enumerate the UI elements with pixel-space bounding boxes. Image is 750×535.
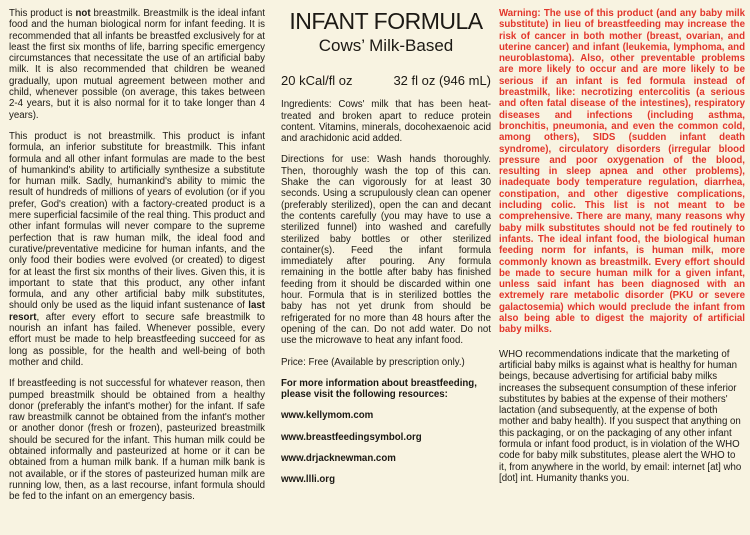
paragraph-inferior-substitute [9, 131, 265, 368]
p1-text-post: breastmilk. Breastmilk is the ideal infant food and the human biological norm for infant feeding. It is recommended that all infants be breastfed exclusively for at least the first six months of life, barring specific emergency circumstances that necessitate the use of an artificial baby milk. It is also recommended that children be weaned gradually, upon mutual agreement between mother and child, whenever possible (on average, this takes between 2-4 years, but it is also normal for it to take longer than 4 years). [9, 8, 265, 121]
p1-text-pre: This product is [9, 8, 76, 19]
center-panel [281, 8, 491, 529]
ingredients-text: Ingredients: Cows' milk that has been heat-treated and broken apart to reduce protein content. Vitamins, minerals, docohexaenoic acid and arachidonic acid added. [281, 99, 491, 145]
nutrition-stats [281, 75, 491, 86]
resource-url-llli: www.llli.org [281, 474, 335, 486]
left-text-column [9, 8, 265, 529]
p2-bold-last-resort: last resort [9, 300, 265, 323]
product-subtitle: Cows’ Milk-Based [318, 36, 454, 55]
warning-text: Warning: The use of this product (and any baby milk substitute) in lieu of breastfeeding may increase the risk of cancer in both mother (breast, ovarian, and uterine cancer) and infant (leukemia, lymphoma, and neuroblastoma). Also, other preventable problems are more likely to occur and are more likely to be serious if an infant is fed formula instead of breastmilk, like: necrotizing entercolitis (a serious and often fatal disease of the intestines), respiratory diseases and infections (including asthma, bronchitis, pneumonia, and even the common cold, among others), SIDS (sudden infant death syndrome), circulatory disorders (irregular blood pressure and poor oxygenation of the blood, resulting in sleep apnea and other problems), inadequate body temperature regulation, diarrhea, constipation, and other digestive complications, including colic. This list is not meant to be comprehensive. There are many, many reasons why baby milk substitutes should not be fed routinely to infants. The ideal infant food, the biological human feeding norm for infants, is human milk, more commonly known as breastmilk. Every effort should be made to secure human milk for a given infant, unless said infant has been diagnosed with an extremely rare metabolic disorder (PKU or severe galactosemia) which would preclude the infant from also being able to digest the majority of artificial baby milks. [499, 8, 745, 336]
price-text: Price: Free (Available by prescription only.) [281, 356, 465, 368]
energy-density-value: 20 kCal/fl oz [281, 73, 353, 88]
resource-url-drjacknewman: www.drjacknewman.com [281, 453, 396, 465]
p1-bold-not: not [75, 8, 91, 19]
directions-text: Directions for use: Wash hands thoroughly. Then, thoroughly wash the top of this can. Shake the can vigorously for at least 30 seconds. Using a scrupulously clean can opener (preferably sterilized), open the can and decant the contents carefully (you may have to use a sterilized funnel) into washed and carefully sterilized baby bottles or other sterilized container(s). Feed the infant formula immediately after pouring. Any formula remaining in the bottle after baby has finished feeding from it should be discarded within one hour. Formula that is in sterilized bottles the baby has not yet drunk from should be refrigerated for no more than 48 hours after the opening of the can. Do not add water. Do not use the microwave to heat any infant food. [281, 154, 491, 347]
net-volume-value: 32 fl oz (946 mL) [393, 73, 491, 88]
paragraph-donor-milk: If breastfeeding is not successful for whatever reason, then pumped breastmilk should be obtained from a healthy donor (preferably the infant's mother) for the infant. If safe raw breastmilk cannot be obtained from the infant's mother or another donor (fresh or frozen), pasteurized breastmilk should be secured for the infant. This human milk could be obtained informally and pasteurized at home or it can be obtained from a human milk bank. If a human milk bank is not available, or if the stores of pasteurized human milk are running low, then, as a last recourse, infant formula should be fed to the infant on an emergency basis. [9, 378, 265, 503]
who-recommendations-text: WHO recommendations indicate that the marketing of artificial baby milks is against what is healthy for human beings, because advertising for artificial baby milks increases the subsequent consumption of these inferior substitutes by babies at the expense of their mothers' lactation (and subsequently, at the expense of both mother and baby health). If you suspect that anything on this packaging, or on the packaging of any other infant formula or infant food product, is in violation of the WHO code for baby milk substitutes, please alert the WHO to it, from anywhere in the world, by email: internet [at] who [dot] int. Humanity thanks you. [499, 348, 742, 484]
warning-column [499, 8, 745, 529]
paragraph-breastmilk-ideal [9, 8, 265, 121]
product-title: INFANT FORMULA [289, 8, 483, 34]
resources-intro-text: For more information about breastfeeding, please visit the following resources: [281, 377, 477, 401]
resource-url-kellymom: www.kellymom.com [281, 410, 374, 422]
p2-text-post: , after every effort to secure safe breastmilk to nourish an infant has failed. Whenever possible, every effort must be made to help breastfeeding succeed for as long as possible, for the health and well-being of both mother and child. [9, 311, 265, 368]
resource-url-breastfeedingsymbol: www.breastfeedingsymbol.org [281, 431, 422, 443]
p2-text-pre: This product is not breastmilk. This product is infant formula, an inferior substitute for breastmilk. This infant formula and all other infant formulas are made to the best of humankind's ability to artificially synthesize a substitute for human milk. Sadly, humankind's ability to mimic the result of hundreds of millions of years of evolution (or if you prefer, God's creation) with a factory-created product is a mere superficial facsimile of the real thing. This product and other infant formulas will never compare to the supreme perfection that is raw human milk, the ideal food and curative/preventative medicine for human infants, and the only food their bodies were evolved (or created) to digest for at least the first six months of their lives. Given this, it is important to state that this product, any other infant formula, and any other artificial baby milk substitutes, should only be used as the liquid infant sustenance of [9, 130, 265, 312]
